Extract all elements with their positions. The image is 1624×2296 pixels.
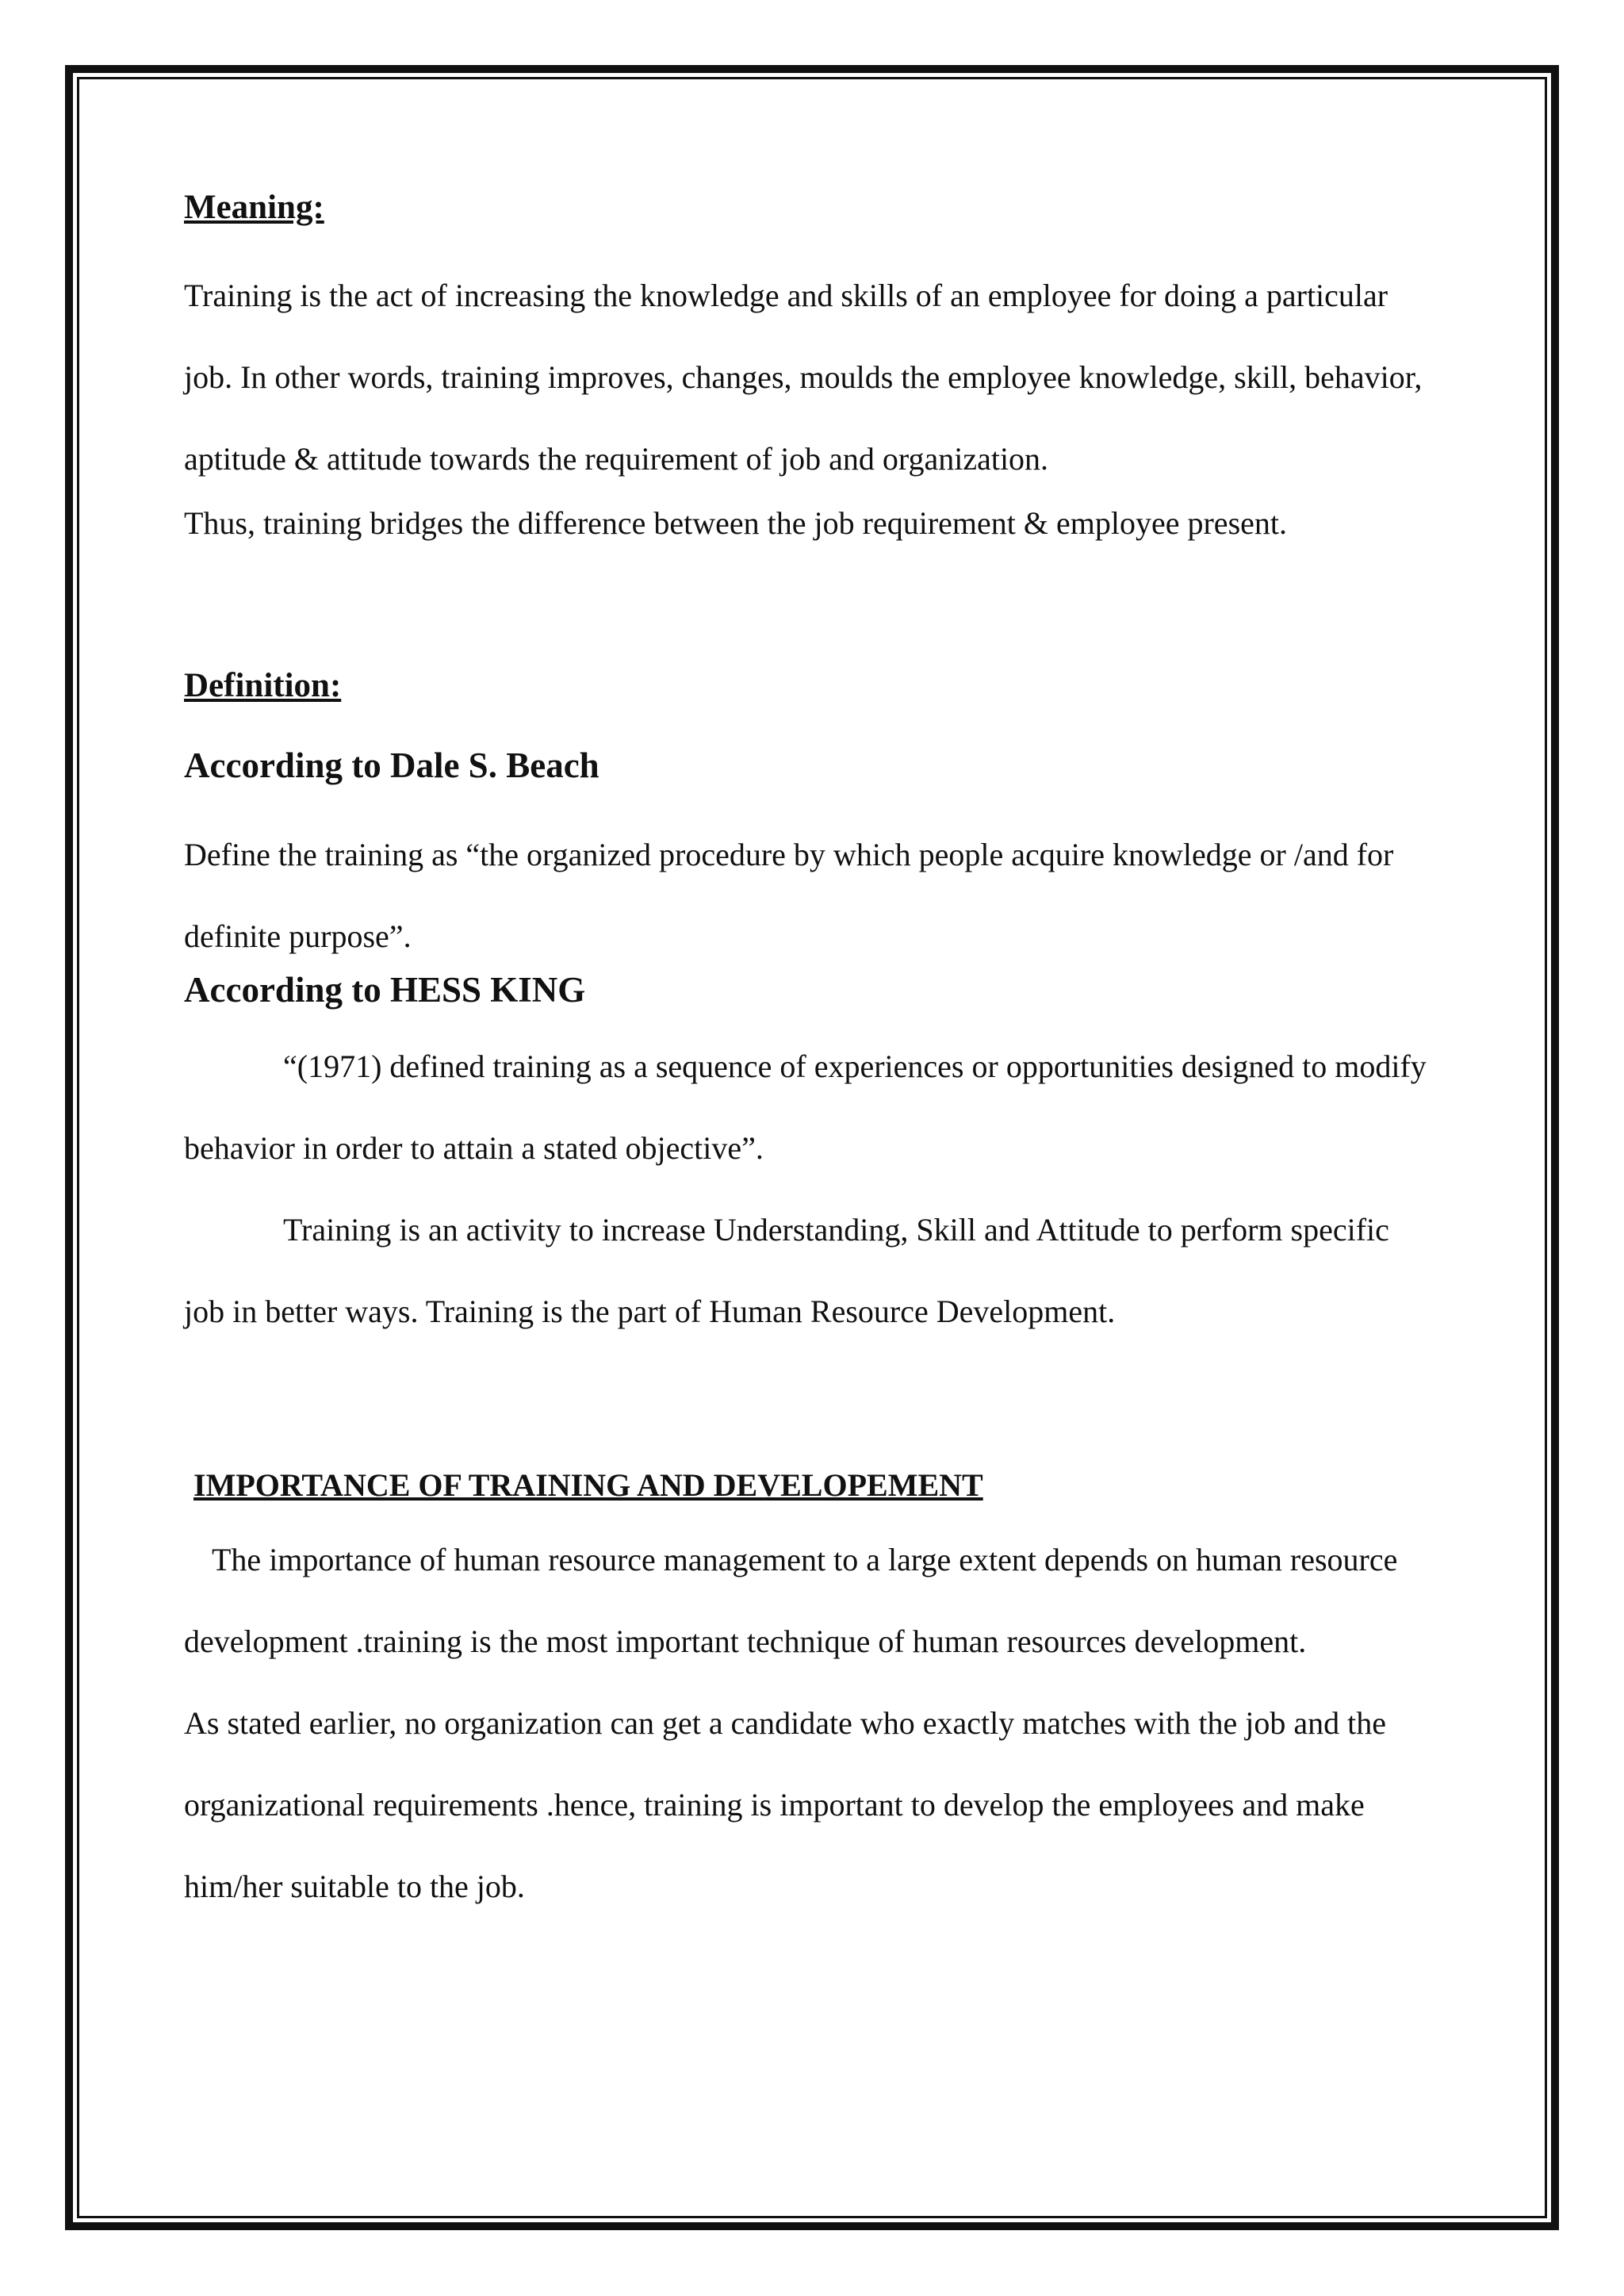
importance-paragraph-2: As stated earlier, no organization can get a candidate who exactly matches with the job and the organizational requirements .hence, training is important to develop the employees and make him/her suitable to the job. — [184, 1705, 1386, 1904]
meaning-paragraph: Training is the act of increasing the knowledge and skills of an employee for doing a particular job. In other words, training improves, changes, moulds the employee knowledge, skill, behavior, aptitude & attitude towards the requirement of job and organization. — [184, 278, 1423, 477]
importance-heading: IMPORTANCE OF TRAINING AND DEVELOPEMENT — [193, 1467, 983, 1503]
meaning-summary: Thus, training bridges the difference between the job requirement & employee present. — [184, 505, 1287, 541]
document-body — [184, 190, 1437, 1927]
importance-paragraph: The importance of human resource management to a large extent depends on human resource development .training is the most important technique of human resources development. — [184, 1542, 1398, 1659]
definition-heading: Definition: — [184, 667, 342, 704]
beach-heading: According to Dale S. Beach — [184, 746, 599, 785]
training-activity-paragraph: Training is an activity to increase Understanding, Skill and Attitude to perform specific job in better ways. Training is the part of Human Resource Development. — [184, 1212, 1389, 1329]
hess-king-definition: “(1971) defined training as a sequence of experiences or opportunities designed to modify behavior in order to attain a stated objective”. — [184, 1048, 1427, 1166]
meaning-heading: Meaning: — [184, 189, 324, 226]
beach-definition: Define the training as “the organized procedure by which people acquire knowledge or /and for definite purpose”. — [184, 837, 1394, 954]
hess-king-heading: According to HESS KING — [184, 970, 586, 1010]
